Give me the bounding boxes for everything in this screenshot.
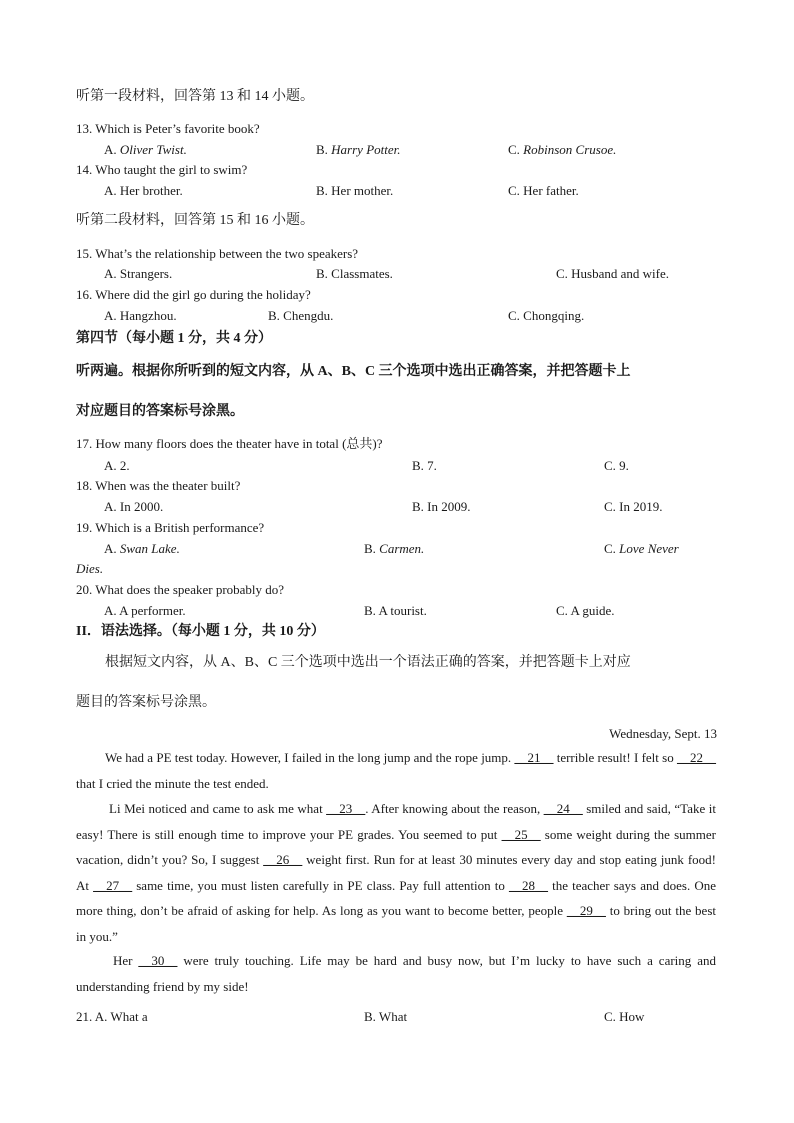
passage-paragraph-2: Li Mei noticed and came to ask me what __23__. After knowing about the reason, __24__ smiled and said, “Take it easy! There is still enough time to improve your PE grades. You seemed to put __25__ some weight during the summer vacation, didn’t you? So, I suggest __26__ weight first. Run for at least 30 minutes every day and stop eating junk food! At __27__ same time, you must listen carefully in PE class. Pay full attention to __28__ the teacher says and does. One more thing, don’t be afraid of asking for help. As long as you want to become better, people __29__ to bring out the best in you.”: [76, 801, 716, 944]
question-13-option-c: C. Robinson Crusoe.: [508, 142, 617, 157]
part2-instruction: 听第二段材料，回答第 15 和 16 小题。: [76, 213, 314, 228]
passage-paragraph-3: Her __30__ were truly touching. Life may be hard and busy now, but I’m lucky to have such a caring and understanding friend by my side!: [76, 953, 716, 994]
blank-23: __23__: [326, 801, 366, 816]
question-18-stem: 18. When was the theater built?: [76, 478, 241, 493]
question-17-option-b: B. 7.: [412, 458, 437, 473]
question-15-option-c: C. Husband and wife.: [556, 266, 670, 281]
grammar-title: II．语法选择。（每小题 1 分，共 10 分）: [76, 624, 325, 639]
question-14-option-b: B. Her mother.: [316, 183, 394, 198]
question-19-option-b: B. Carmen.: [364, 541, 425, 556]
section4-title: 第四节（每小题 1 分，共 4 分）: [76, 331, 272, 346]
question-18-option-a: A. In 2000.: [104, 499, 164, 514]
question-17-option-a: A. 2.: [104, 458, 130, 473]
question-21-option-a: 21. A. What a: [76, 1009, 148, 1024]
grammar-instruction-line1: 根据短文内容，从 A、B、C 三个选项中选出一个语法正确的答案，并把答题卡上对应: [105, 655, 631, 670]
question-14-stem: 14. Who taught the girl to swim?: [76, 162, 248, 177]
question-20-stem: 20. What does the speaker probably do?: [76, 582, 285, 597]
question-14-option-a: A. Her brother.: [104, 183, 183, 198]
question-17-stem: 17. How many floors does the theater have in total (总共)?: [76, 436, 383, 451]
question-18-option-c: C. In 2019.: [604, 499, 663, 514]
section4-instruction-line1: 听两遍。根据你所听到的短文内容，从 A、B、C 三个选项中选出正确答案，并把答题卡上: [76, 364, 631, 379]
question-17-option-c: C. 9.: [604, 458, 629, 473]
blank-22: __22__: [677, 750, 716, 765]
question-20-option-c: C. A guide.: [556, 603, 615, 618]
question-18-option-b: B. In 2009.: [412, 499, 471, 514]
blank-26: __26__: [263, 852, 303, 867]
passage-date: Wednesday, Sept. 13: [609, 726, 717, 741]
question-19-option-c-continued: Dies.: [76, 561, 104, 576]
section4-instruction-line2: 对应题目的答案标号涂黑。: [76, 404, 244, 419]
question-15-stem: 15. What’s the relationship between the two speakers?: [76, 246, 359, 261]
question-16-option-a: A. Hangzhou.: [104, 308, 177, 323]
question-16-stem: 16. Where did the girl go during the holiday?: [76, 287, 311, 302]
question-13-stem: 13. Which is Peter’s favorite book?: [76, 121, 260, 136]
blank-29: __29__: [566, 903, 606, 918]
passage-paragraph-1: We had a PE test today. However, I failed in the long jump and the rope jump. __21__ terrible result! I felt so __22__ that I cried the minute the test ended.: [76, 750, 716, 791]
grammar-instruction-line2: 题目的答案标号涂黑。: [76, 695, 216, 710]
blank-28: __28__: [508, 877, 548, 893]
blank-30: __30__: [138, 953, 178, 968]
question-19-option-a: A. Swan Lake.: [104, 541, 180, 556]
question-21-option-b: B. What: [364, 1009, 408, 1024]
question-19-stem: 19. Which is a British performance?: [76, 520, 265, 535]
question-20-option-b: B. A tourist.: [364, 603, 427, 618]
question-14-option-c: C. Her father.: [508, 183, 579, 198]
question-13-option-b: B. Harry Potter.: [316, 142, 401, 157]
blank-27: __27__: [93, 877, 133, 893]
question-16-option-b: B. Chengdu.: [268, 308, 334, 323]
blank-24: __24__: [543, 801, 583, 816]
question-15-option-b: B. Classmates.: [316, 266, 393, 281]
blank-21: __21__: [514, 750, 554, 765]
question-13-option-a: A. Oliver Twist.: [104, 142, 187, 157]
question-21-option-c: C. How: [604, 1009, 645, 1024]
question-19-option-c: C. Love Never: [604, 541, 679, 556]
question-16-option-c: C. Chongqing.: [508, 308, 585, 323]
question-15-option-a: A. Strangers.: [104, 266, 173, 281]
question-20-option-a: A. A performer.: [104, 603, 186, 618]
blank-25: __25__: [501, 826, 541, 842]
part1-instruction: 听第一段材料，回答第 13 和 14 小题。: [76, 89, 314, 104]
